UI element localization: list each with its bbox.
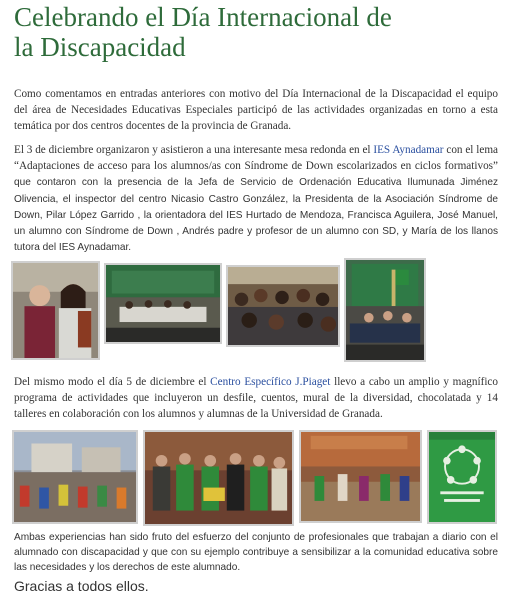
photo-green-tshirt[interactable]: [427, 430, 497, 524]
piaget-paragraph: [14, 374, 498, 423]
photo-courtyard-parade[interactable]: [12, 430, 138, 524]
piaget-text-b: llevo a cabo un amplio y magnífico programa de actividades que incluyeron un desfile, cuentos, mural de la diversidad, chocolatada y 14 talleres en colaboración con los alumnos y alumnas de la Universidad de Granada.: [14, 376, 498, 421]
photo-round-table-panel[interactable]: [104, 263, 222, 344]
piaget-text-a: Del mismo modo el día 5 de diciembre el: [14, 376, 211, 388]
title-line-2: la Discapacidad: [14, 32, 186, 62]
photo-panel-speakers[interactable]: [344, 258, 426, 362]
photo-audience[interactable]: [226, 265, 340, 347]
intro-paragraph: Como comentamos en entradas anteriores con motivo del Día Internacional de la Discapacidad el equipo del área de Necesidades Educativas Especiales participó de las actividades organizadas en torno a esta temática por dos centros docentes de la provincia de Granada.: [14, 88, 498, 133]
title-line-1: Celebrando el Día Internacional de: [14, 2, 392, 32]
round-table-attendees: que contaron con la presencia de la Jefa de Servicio de Ordenación Educativa Ilumunada Jiménez Olivencia, el inspector del centro Nicasio Castro González, la Presidenta de la Asociación Síndrome de Down, Pilar López Garrido , la orientadora del IES Hurtado de Mendoza, Francisca Aguilera, José Manuel, un alumno con Síndrome de Down , Andrés padre y profesor de un alumno con SD, y María de los llanos tutora del IES Aynadamar.: [14, 177, 498, 254]
closing-paragraph: Ambas experiencias han sido fruto del esfuerzo del conjunto de profesionales que trabajan a diario con el alumnado con discapacidad y que con su ejemplo contribuye a sensibilizar a la comunidad educativa sobre las necesidades y los derechos de este alumnado.: [14, 532, 498, 574]
article-title: [14, 2, 494, 62]
thanks-line: Gracias a todos ellos.: [14, 578, 149, 594]
round-table-text-a: El 3 de diciembre organizaron y asistieron a una interesante mesa redonda en el: [14, 144, 374, 156]
photo-student-and-teacher[interactable]: [11, 261, 100, 360]
round-table-paragraph: [14, 142, 498, 255]
photo-gym-activity[interactable]: [299, 430, 422, 523]
round-table-text-b: con el lema “Adaptaciones de acceso para los alumnos/as con Síndrome de Down escolarizados en ciclos formativos”: [14, 144, 498, 173]
photo-workshop-group[interactable]: [143, 430, 294, 526]
ies-aynadamar-link[interactable]: IES Aynadamar: [373, 144, 444, 156]
piaget-center-link[interactable]: Centro Específico J.Piaget: [210, 376, 331, 388]
